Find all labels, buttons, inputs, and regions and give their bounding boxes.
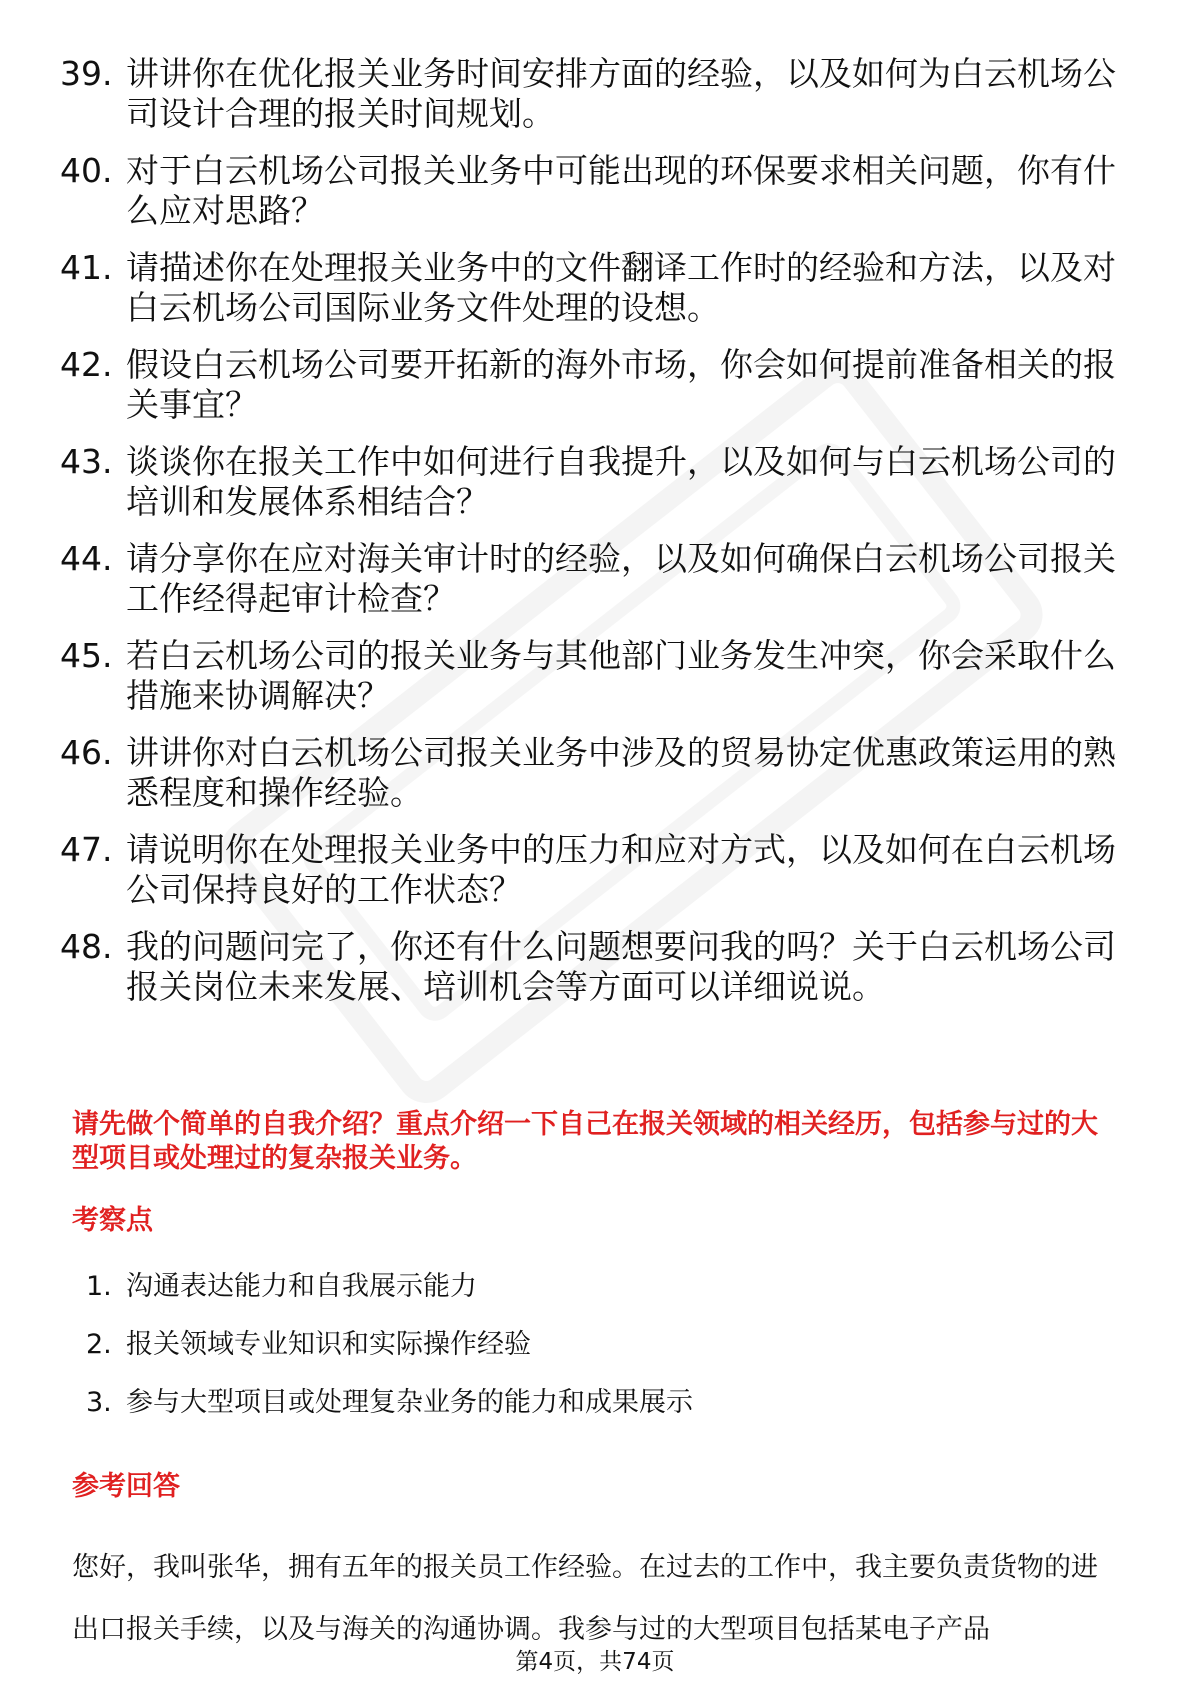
question-text: 我的问题问完了，你还有什么问题想要问我的吗？关于白云机场公司报关岗位未来发展、培训机会等方面可以详细说说。 — [126, 927, 1116, 1006]
question-item — [60, 636, 1120, 716]
question-number: 39. — [60, 54, 113, 93]
question-text: 请分享你在应对海关审计时的经验，以及如何确保白云机场公司报关工作经得起审计检查？ — [126, 539, 1116, 618]
assessment-title: 考察点 — [72, 1205, 153, 1236]
question-number: 40. — [60, 151, 113, 190]
point-text: 沟通表达能力和自我展示能力 — [126, 1271, 477, 1302]
assessment-points — [86, 1270, 1086, 1444]
point-number: 3. — [86, 1387, 112, 1418]
question-text: 假设白云机场公司要开拓新的海外市场，你会如何提前准备相关的报关事宜？ — [126, 345, 1116, 424]
question-item — [60, 54, 1120, 134]
question-number: 46. — [60, 733, 113, 772]
reference-answer: 您好，我叫张华，拥有五年的报关员工作经验。在过去的工作中，我主要负责货物的进出口报关手续，以及与海关的沟通协调。我参与过的大型项目包括某电子产品 — [72, 1552, 1098, 1645]
point-number: 1. — [86, 1271, 112, 1302]
assessment-point — [86, 1270, 1086, 1328]
question-text: 讲讲你在优化报关业务时间安排方面的经验，以及如何为白云机场公司设计合理的报关时间规划。 — [126, 54, 1116, 133]
question-number: 44. — [60, 539, 113, 578]
question-number: 48. — [60, 927, 113, 966]
point-text: 报关领域专业知识和实际操作经验 — [126, 1329, 531, 1360]
question-number: 41. — [60, 248, 113, 287]
question-item — [60, 442, 1120, 522]
question-item — [60, 248, 1120, 328]
question-list — [60, 54, 1120, 1024]
assessment-point — [86, 1386, 1086, 1444]
question-text: 讲讲你对白云机场公司报关业务中涉及的贸易协定优惠政策运用的熟悉程度和操作经验。 — [126, 733, 1116, 812]
question-number: 45. — [60, 636, 113, 675]
question-text: 谈谈你在报关工作中如何进行自我提升，以及如何与白云机场公司的培训和发展体系相结合？ — [126, 442, 1116, 521]
question-number: 43. — [60, 442, 113, 481]
question-item — [60, 733, 1120, 813]
question-number: 42. — [60, 345, 113, 384]
question-item — [60, 345, 1120, 425]
question-item — [60, 151, 1120, 231]
question-item — [60, 539, 1120, 619]
featured-question: 请先做个简单的自我介绍？重点介绍一下自己在报关领域的相关经历，包括参与过的大型项目或处理过的复杂报关业务。 — [72, 1109, 1098, 1174]
page-footer: 第4页，共74页 — [515, 1649, 675, 1675]
question-text: 请说明你在处理报关业务中的压力和应对方式，以及如何在白云机场公司保持良好的工作状态？ — [126, 830, 1116, 909]
question-text: 对于白云机场公司报关业务中可能出现的环保要求相关问题，你有什么应对思路？ — [126, 151, 1116, 230]
reference-title: 参考回答 — [72, 1471, 180, 1502]
point-text: 参与大型项目或处理复杂业务的能力和成果展示 — [126, 1387, 693, 1418]
question-text: 请描述你在处理报关业务中的文件翻译工作时的经验和方法，以及对白云机场公司国际业务文件处理的设想。 — [126, 248, 1116, 327]
assessment-point — [86, 1328, 1086, 1386]
question-item — [60, 830, 1120, 910]
question-item — [60, 927, 1120, 1007]
question-number: 47. — [60, 830, 113, 869]
question-text: 若白云机场公司的报关业务与其他部门业务发生冲突，你会采取什么措施来协调解决？ — [126, 636, 1116, 715]
point-number: 2. — [86, 1329, 112, 1360]
